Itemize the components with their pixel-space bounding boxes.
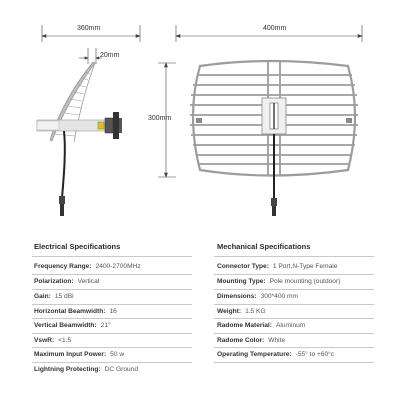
row-divider — [214, 347, 374, 348]
row-divider — [214, 362, 374, 363]
row-divider — [214, 289, 374, 290]
mechanical-row-dimensions: Dimensions: 300*400 mm — [217, 293, 298, 300]
electrical-row-polarization: Polarization: Vertical — [34, 278, 100, 285]
electrical-row-lightning-protecting: Lightning Protecting: DC Ground — [34, 366, 139, 373]
row-divider — [32, 289, 192, 290]
electrical-specs-title: Electrical Specifications — [34, 242, 121, 251]
dimension-20mm-line — [79, 48, 102, 64]
row-divider — [214, 318, 374, 319]
row-divider — [32, 362, 192, 363]
mechanical-row-mounting-type: Mounting Type: Pole mounting (outdoor) — [217, 278, 341, 285]
mechanical-specs-title: Mechanical Specifications — [217, 242, 311, 251]
mechanical-row-operating-temperature: Operating Temperature: -55° to +60°c — [217, 351, 335, 358]
electrical-row-vswr: VswR: <1.5 — [34, 337, 72, 344]
antenna-front-view — [190, 60, 358, 216]
row-divider — [32, 333, 192, 334]
row-divider — [32, 347, 192, 348]
mechanical-row-connector-type: Connector Type: 1 Port,N-Type Female — [217, 263, 338, 270]
dimension-300mm-label: 300mm — [148, 115, 172, 122]
row-divider — [214, 333, 374, 334]
row-divider — [32, 274, 192, 275]
mechanical-header-divider — [214, 256, 374, 257]
electrical-row-gain: Gain: 15 dBi — [34, 293, 74, 300]
electrical-row-vertical-beamwidth: Vertical Beamwidth: 21° — [34, 322, 111, 329]
row-divider — [32, 318, 192, 319]
row-divider — [214, 304, 374, 305]
dimension-20mm-label: 20mm — [100, 52, 120, 59]
antenna-side-view — [37, 62, 122, 216]
electrical-row-horizontal-beamwidth: Horizontal Beamwidth: 16 — [34, 308, 117, 315]
dimension-360mm-label: 360mm — [77, 25, 101, 32]
mechanical-row-radome-color: Radome Color: White — [217, 337, 286, 344]
electrical-row-frequency: Frequency Range: 2400-2700MHz — [34, 263, 141, 270]
row-divider — [32, 304, 192, 305]
mechanical-row-weight: Weight: 1.5 KG — [217, 308, 266, 315]
dimension-400mm-label: 400mm — [263, 25, 287, 32]
electrical-header-divider — [32, 256, 192, 257]
mechanical-row-radome-material: Radome Material: Aluminum — [217, 322, 306, 329]
row-divider — [214, 274, 374, 275]
electrical-row-max-input-power: Maximum Input Power: 50 w — [34, 351, 125, 358]
